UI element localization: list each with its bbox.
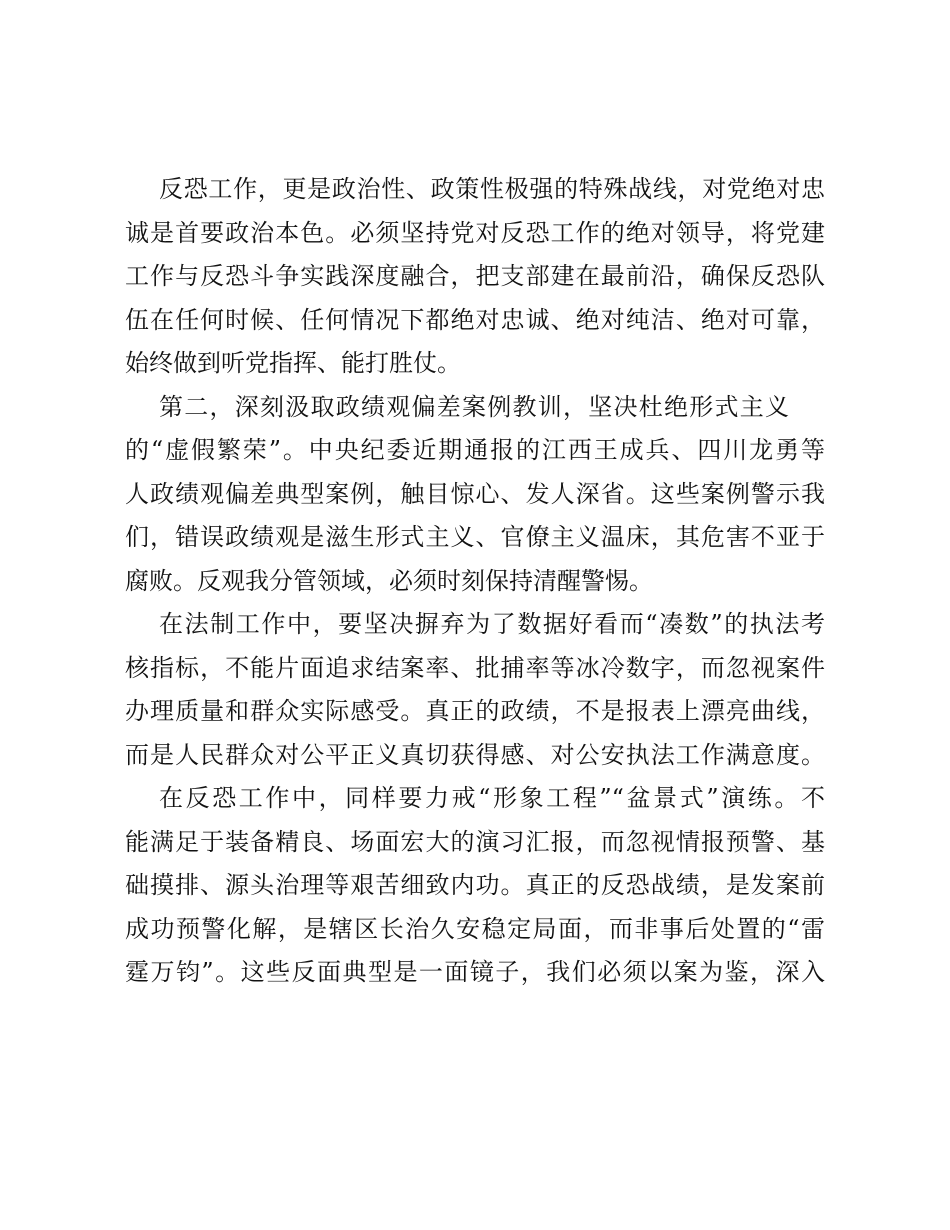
paragraph-line: 伍在任何时候、任何情况下都绝对忠诚、绝对纯洁、绝对可靠，: [125, 305, 825, 334]
body-text: [125, 168, 825, 995]
paragraph-line: 础摸排、源头治理等艰苦细致内功。真正的反恐战绩，是发案前: [125, 871, 825, 899]
paragraph-line: 们，错误政绩观是滋生形式主义、官僚主义温床，其危害不亚于: [125, 523, 825, 551]
paragraph-line: 工作与反恐斗争实践深度融合，把支部建在最前沿，确保反恐队: [125, 262, 825, 290]
paragraph-line: 第二，深刻汲取政绩观偏差案例教训，坚决杜绝形式主义: [159, 392, 789, 421]
paragraph-line: 腐败。反观我分管领域，必须时刻保持清醒警惕。: [125, 566, 653, 595]
paragraph-line: 办理质量和群众实际感受。真正的政绩，不是报表上漂亮曲线，: [125, 697, 825, 725]
paragraph-line: 能满足于装备精良、场面宏大的演习汇报，而忽视情报预警、基: [125, 827, 825, 856]
paragraph-line: 反恐工作，更是政治性、政策性极强的特殊战线，对党绝对忠: [159, 175, 825, 203]
paragraph-line: 霆万钧”。这些反面典型是一面镜子，我们必须以案为鉴，深入: [125, 958, 825, 986]
paragraph-line: 在反恐工作中，同样要力戒“形象工程”“盆景式”演练。不: [159, 784, 825, 812]
paragraph-line: 在法制工作中，要坚决摒弃为了数据好看而“凑数”的执法考: [159, 610, 825, 638]
paragraph-line: 成功预警化解，是辖区长治久安稳定局面，而非事后处置的“雷: [125, 914, 825, 943]
paragraph-line: 核指标，不能片面追求结案率、批捕率等冰冷数字，而忽视案件: [125, 653, 825, 682]
paragraph-line: 诚是首要政治本色。必须坚持党对反恐工作的绝对领导，将党建: [125, 218, 825, 247]
paragraph-line: 的“虚假繁荣”。中央纪委近期通报的江西王成兵、四川龙勇等: [125, 436, 825, 464]
paragraph-line: 而是人民群众对公平正义真切获得感、对公安执法工作满意度。: [125, 740, 825, 769]
paragraph-line: 人政绩观偏差典型案例，触目惊心、发人深省。这些案例警示我: [125, 479, 825, 508]
paragraph-line: 始终做到听党指挥、能打胜仗。: [125, 349, 461, 377]
